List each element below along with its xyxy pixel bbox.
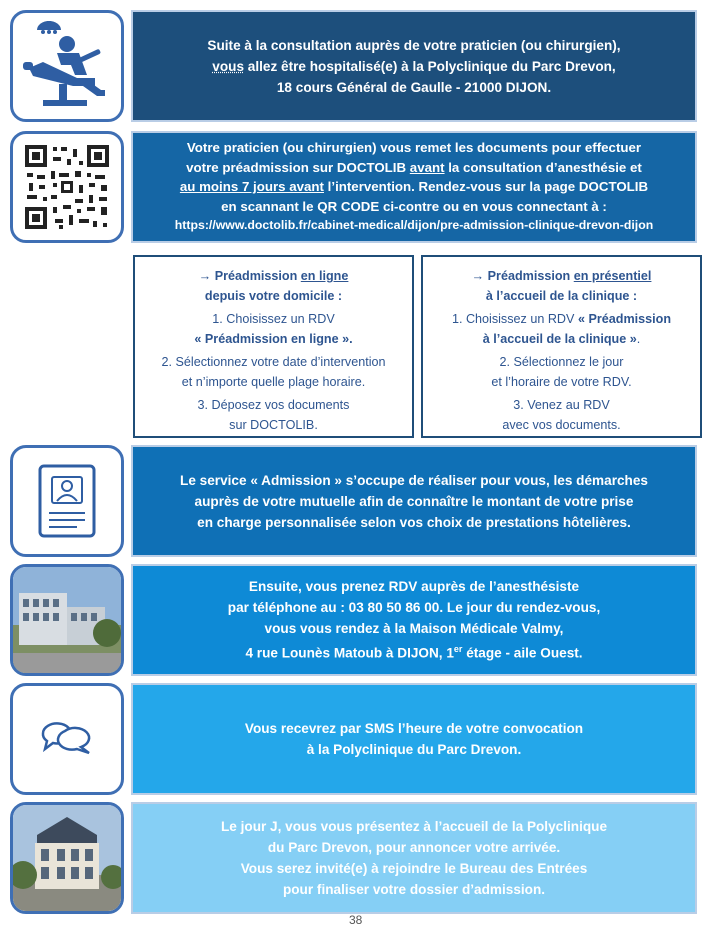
online-title-a: Préadmission <box>211 269 301 283</box>
step2-panel <box>131 131 697 243</box>
online-step2b: et n’importe quelle plage horaire. <box>181 374 366 389</box>
step4-line3: vous vous rendez à la Maison Médicale Valmy, <box>264 621 564 637</box>
online-subtitle: depuis votre domicile : <box>204 288 343 303</box>
online-title-underlined: en ligne <box>300 269 349 283</box>
step1-line3: 18 cours Général de Gaulle - 21000 DIJON. <box>276 79 552 95</box>
arrow-right-icon: → <box>198 269 212 283</box>
chat-bubbles-icon <box>39 717 95 761</box>
id-card-icon <box>37 463 97 539</box>
onsite-step1b <box>423 330 700 350</box>
step2-icon-frame <box>10 131 124 243</box>
doctolib-url-link[interactable]: https://www.doctolib.fr/cabinet-medical/dijon/pre-admission-clinique-drevon-dijon <box>174 218 654 233</box>
step2-line4: en scannant le QR CODE ci-contre ou en vous connectant à : <box>221 198 607 214</box>
step5-line1: Vous recevrez par SMS l’heure de votre convocation <box>244 721 584 736</box>
step4-line4 <box>245 639 582 664</box>
step1-line2-rest: allez être hospitalisé(e) à la Polyclinique du Parc Drevon, <box>244 58 616 74</box>
step2-line3 <box>180 177 648 197</box>
clinic-building-photo <box>13 567 121 673</box>
arrow-right-icon: → <box>471 269 485 283</box>
onsite-subtitle: à l’accueil de la clinique : <box>485 288 638 303</box>
onsite-preadmission-box <box>421 255 702 438</box>
step4-line2: par téléphone au : 03 80 50 86 00. Le jour du rendez-vous, <box>227 600 601 616</box>
step2-line2-b: la consultation d’anesthésie et <box>444 159 642 175</box>
step2-line2-a: votre préadmission sur DOCTOLIB <box>186 159 410 175</box>
step3-line3: en charge personnalisée selon vos choix de prestations hôtelières. <box>197 514 631 530</box>
step2-7days-underlined: au moins 7 jours avant <box>179 179 324 195</box>
step5-panel <box>131 683 697 795</box>
step2-line3-b: l’intervention. Rendez-vous sur la page DOCTOLIB <box>323 179 649 195</box>
step5-line2: à la Polyclinique du Parc Drevon. <box>306 742 522 757</box>
online-step1b: « Préadmission en ligne ». <box>194 331 353 346</box>
step2-line1: Votre praticien (ou chirurgien) vous remet les documents pour effectuer <box>186 140 642 156</box>
step6-line3: Vous serez invité(e) à rejoindre le Bureau des Entrées <box>240 861 588 876</box>
online-step1a: 1. Choisissez un RDV <box>212 312 335 326</box>
step3-panel <box>131 445 697 557</box>
step1-line2 <box>212 56 615 77</box>
onsite-step1b-bold: à l’accueil de la clinique » <box>482 331 637 346</box>
step3-line2: auprès de votre mutuelle afin de connaître le montant de votre prise <box>194 493 634 509</box>
onsite-step1a-bold: « Préadmission <box>577 312 672 326</box>
step1-you-underlined: vous <box>212 58 245 74</box>
step6-panel <box>131 802 697 914</box>
online-step3a: 3. Déposez vos documents <box>197 398 350 412</box>
online-step3b: sur DOCTOLIB. <box>229 417 318 432</box>
step6-icon-frame <box>10 802 124 914</box>
step4-superscript: er <box>453 644 463 655</box>
step6-line2: du Parc Drevon, pour annoncer votre arrivée. <box>267 840 561 855</box>
step5-icon-frame <box>10 683 124 795</box>
online-step2a: 2. Sélectionnez votre date d’intervention <box>161 355 386 369</box>
onsite-step2a: 2. Sélectionnez le jour <box>499 355 624 369</box>
step1-panel <box>131 10 697 122</box>
online-preadmission-box <box>133 255 414 438</box>
step6-line4: pour finaliser votre dossier d’admission. <box>282 882 546 897</box>
page-number: 38 <box>349 913 363 927</box>
step2-before-underlined: avant <box>409 159 445 175</box>
onsite-step2b: et l’horaire de votre RDV. <box>491 374 632 389</box>
onsite-step1a-plain: 1. Choisissez un RDV <box>451 312 578 326</box>
step1-icon-frame <box>10 10 124 122</box>
onsite-step3b: avec vos documents. <box>502 417 621 432</box>
online-title <box>135 267 412 287</box>
onsite-step3a: 3. Venez au RDV <box>513 398 610 412</box>
qr-code-icon <box>23 143 111 231</box>
step3-icon-frame <box>10 445 124 557</box>
onsite-title-underlined: en présentiel <box>573 269 652 283</box>
step4-line1: Ensuite, vous prenez RDV auprès de l’anesthésiste <box>248 579 580 595</box>
polyclinic-facade-photo <box>13 805 121 911</box>
step4-line4-a: 4 rue Lounès Matoub à DIJON, 1 <box>245 645 454 661</box>
step2-line2 <box>186 158 642 178</box>
step4-icon-frame <box>10 564 124 676</box>
step4-panel <box>131 564 697 676</box>
onsite-title <box>423 267 700 287</box>
onsite-step1b-end: . <box>636 331 641 346</box>
dental-chair-icon <box>17 18 117 114</box>
step1-line1: Suite à la consultation auprès de votre praticien (ou chirurgien), <box>207 37 621 53</box>
step3-line1: Le service « Admission » s’occupe de réaliser pour vous, les démarches <box>180 472 648 488</box>
step4-line4-b: étage - aile Ouest. <box>462 645 583 661</box>
onsite-title-a: Préadmission <box>484 269 574 283</box>
step6-line1: Le jour J, vous vous présentez à l’accueil de la Polyclinique <box>220 819 608 834</box>
onsite-step1a <box>423 310 700 330</box>
